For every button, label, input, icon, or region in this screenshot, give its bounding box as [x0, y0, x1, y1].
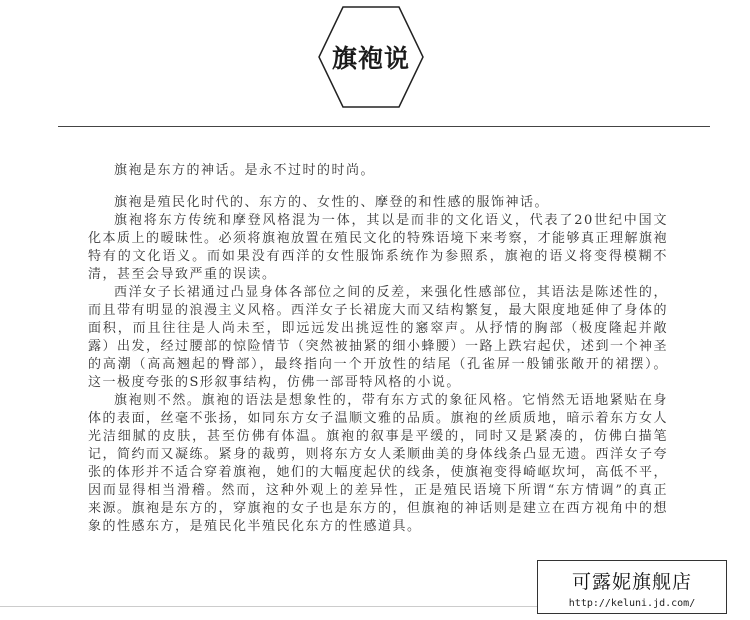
- article-body: [88, 162, 668, 536]
- page-title: 旗袍说: [331, 44, 410, 73]
- article-paragraph: 旗袍将东方传统和摩登风格混为一体，其以是而非的文化语义，代表了20世纪中国文化本质上的暧昧性。必须将旗袍放置在殖民文化的特殊语境下来考察，才能够真正理解旗袍特有的文化语义。而如果没有西洋的女性服饰系统作为参照系，旗袍的语义将变得模糊不清，甚至会导致严重的误读。: [88, 213, 669, 282]
- store-name: 可露妮旗舰店: [571, 571, 692, 593]
- title-badge: [315, 3, 427, 111]
- article-paragraph: 旗袍则不然。旗袍的语法是想象性的，带有东方式的象征风格。它悄然无语地紧贴在身体的表面，丝毫不张扬，如同东方女子温顺文雅的品质。旗袍的丝质质地，暗示着东方女人光洁细腻的皮肤，甚至仿佛有体温。旗袍的叙事是平缓的，同时又是紧凑的，仿佛白描笔记，简约而又凝练。紧身的裁剪，则将东方女人柔顺曲美的身体线条凸显无遗。西洋女子夸张的体形并不适合穿着旗袍，她们的大幅度起伏的线条，使旗袍变得崎岖坎坷，高低不平，因而显得相当滑稽。然而，这种外观上的差异性，正是殖民语境下所谓“东方情调”的真正来源。旗袍是东方的，穿旗袍的女子也是东方的，但旗袍的神话则是建立在西方视角中的想象的性感东方，是殖民化半殖民化东方的性感道具。: [88, 393, 669, 534]
- article-paragraph: 西洋女子长裙通过凸显身体各部位之间的反差，来强化性感部位，其语法是陈述性的，而且带有明显的浪漫主义风格。西洋女子长裙庞大而又结构繁复，最大限度地延伸了身体的面积，而且往往是人尚未至，即远远发出挑逗性的窸窣声。从抒情的胸部（极度隆起并敞露）出发，经过腰部的惊险情节（突然被抽紧的细小蜂腰）一路上跌宕起伏，述到一个神圣的高潮（高高翘起的臀部），最终指向一个开放性的结尾（孔雀屏一般铺张敞开的裙摆）。这一极度夸张的S形叙事结构，仿佛一部哥特风格的小说。: [88, 285, 669, 390]
- header-divider: [58, 126, 710, 127]
- article-lead: 旗袍是东方的神话。是永不过时的时尚。: [114, 163, 376, 178]
- footer-divider: [0, 606, 537, 607]
- store-watermark[interactable]: [537, 560, 727, 614]
- store-url[interactable]: http://keluni.jd.com/: [568, 598, 696, 609]
- article-paragraph: 旗袍是殖民化时代的、东方的、女性的、摩登的和性感的服饰神话。: [114, 195, 550, 210]
